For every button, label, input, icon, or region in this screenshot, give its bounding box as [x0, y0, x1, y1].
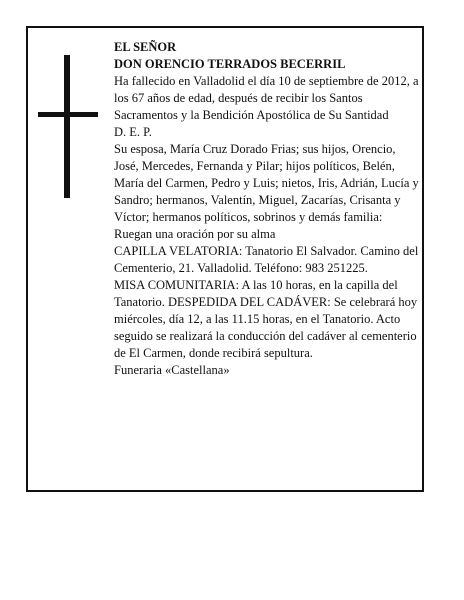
obituary-notice — [26, 26, 424, 492]
funeral-home: Funeraria «Castellana» — [114, 363, 230, 377]
cross-vertical-bar — [64, 55, 70, 198]
prayer-request: Ruegan una oración por su alma — [114, 227, 276, 241]
mass-info: MISA COMUNITARIA: A las 10 horas, en la capilla del Tanatorio. DESPEDIDA DEL CADÁVER: Se celebrará hoy miércoles, día 12, a las 11.15 horas, en el Tanatorio. Acto seguido se realizará la conducción del cadáver al cementerio de El Carmen, donde recibirá sepultura. — [114, 278, 418, 360]
family-list: Su esposa, María Cruz Dorado Frias; sus hijos, Orencio, José, Mercedes, Fernanda y Pilar; hijos políticos, Belén, María del Carmen, Pedro y Luis; nietos, Iris, Adrián, Lucía y Sandro; hermanos, Valentín, Miguel, Zacarías, Crisanta y Víctor; hermanos políticos, sobrinos y demás familia: — [114, 142, 419, 224]
notice-content — [114, 39, 419, 379]
honorific-title: EL SEÑOR — [114, 40, 177, 54]
deceased-name: DON ORENCIO TERRADOS BECERRIL — [114, 57, 346, 71]
chapel-info: CAPILLA VELATORIA: Tanatorio El Salvador. Camino del Cementerio, 21. Valladolid. Teléfono: 983 251225. — [114, 244, 419, 275]
death-announcement: Ha fallecido en Valladolid el día 10 de septiembre de 2012, a los 67 años de edad, después de recibir los Santos Sacramentos y la Bendición Apostólica de Su Santidad — [114, 74, 419, 122]
cross-horizontal-bar — [38, 112, 98, 117]
cross-icon — [38, 55, 98, 198]
dep-line: D. E. P. — [114, 125, 152, 139]
